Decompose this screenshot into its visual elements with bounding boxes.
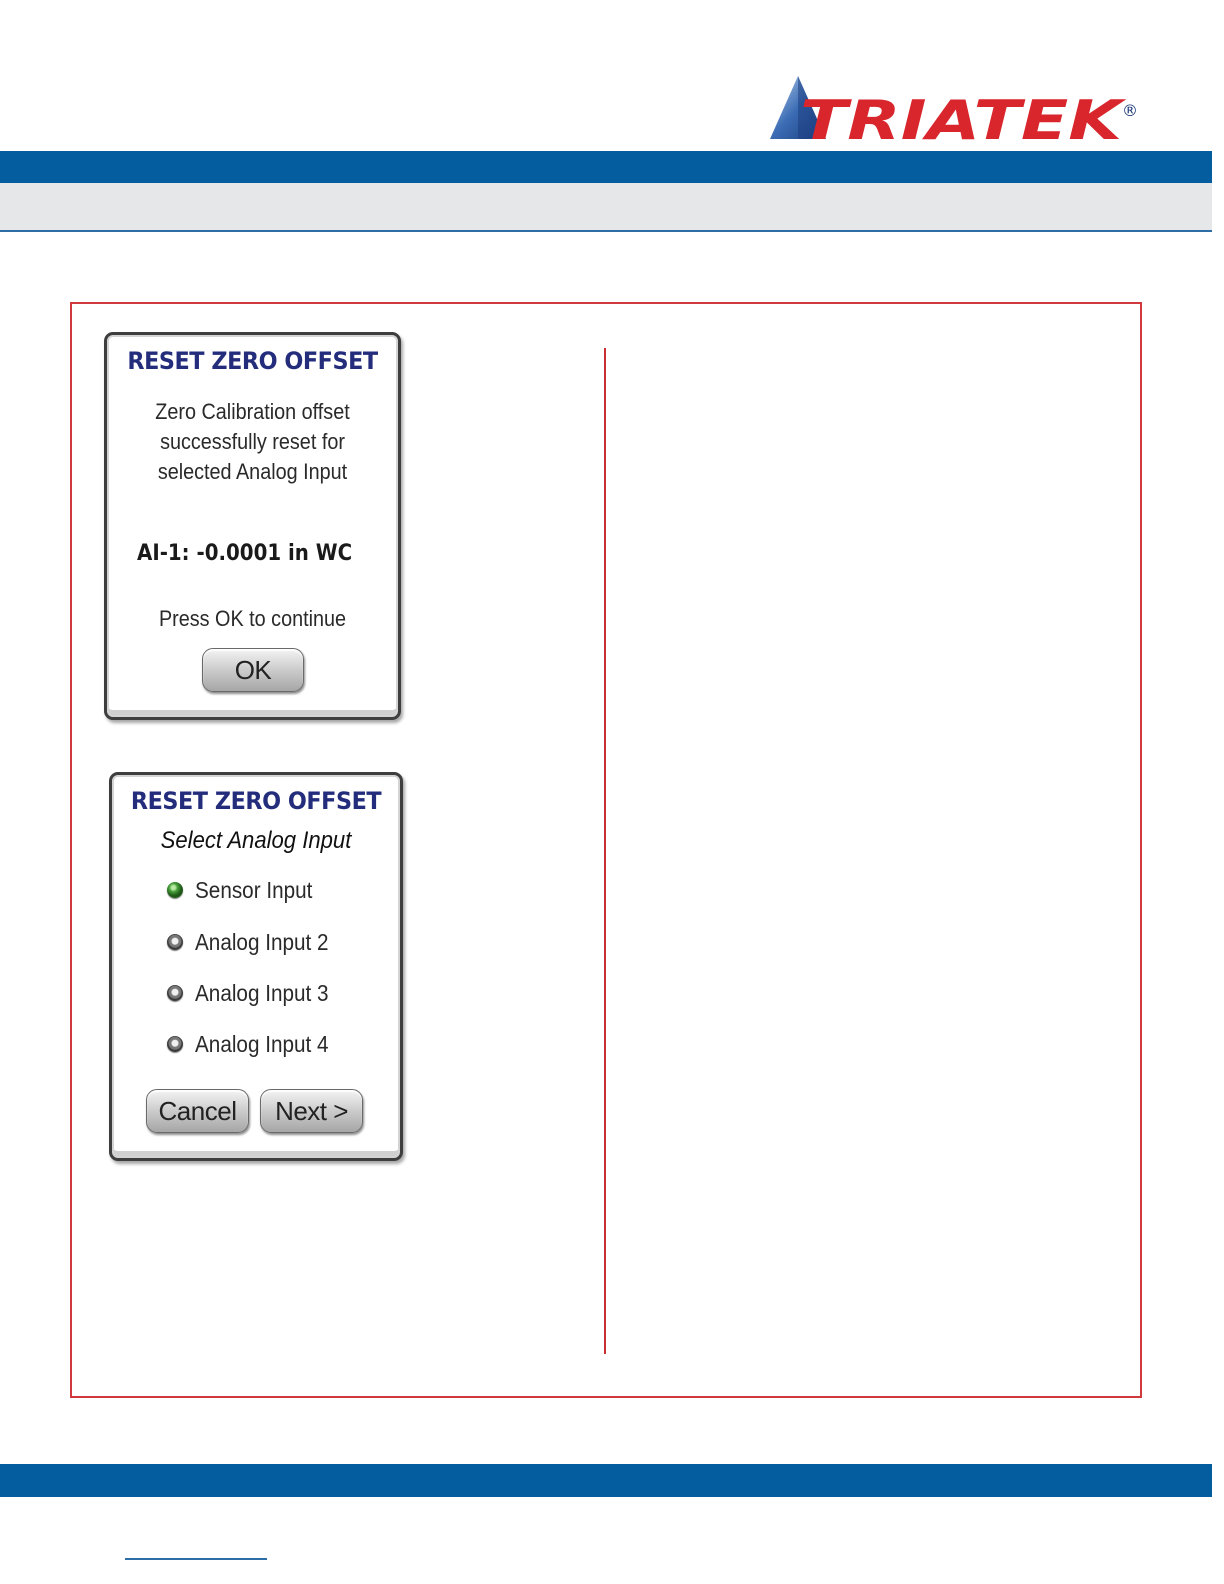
option-label: Sensor Input (195, 876, 313, 903)
option-label: Analog Input 2 (195, 928, 329, 955)
radio-unselected-icon[interactable] (167, 985, 183, 1001)
next-button[interactable]: Next > (260, 1089, 363, 1133)
radio-unselected-icon[interactable] (167, 1036, 183, 1052)
option-label: Analog Input 4 (195, 1030, 329, 1057)
registered-mark: ® (1122, 101, 1138, 120)
continue-prompt: Press OK to continue (158, 606, 347, 631)
footer-rule (125, 1558, 267, 1560)
message-line-3: selected Analog Input (157, 459, 348, 484)
message-line-2: successfully reset for (160, 429, 345, 454)
message-line-1: Zero Calibration offset (155, 399, 350, 424)
option-label: Analog Input 3 (195, 979, 329, 1006)
select-input-dialog (109, 772, 403, 1161)
option-analog-input-4[interactable] (167, 1029, 343, 1059)
dialog-subtitle: Select Analog Input (160, 827, 352, 854)
dialog-title: RESET ZERO OFFSET (127, 347, 378, 375)
column-divider (604, 348, 606, 1354)
header-title-bar (0, 183, 1212, 230)
radio-unselected-icon[interactable] (167, 934, 183, 950)
offset-reading: AI-1: -0.0001 in WC (137, 541, 353, 566)
option-sensor-input[interactable] (167, 875, 325, 905)
ok-button[interactable]: OK (202, 648, 304, 692)
cancel-button[interactable]: Cancel (146, 1089, 249, 1133)
reset-complete-dialog (104, 332, 401, 720)
header-band (0, 151, 1212, 183)
option-analog-input-3[interactable] (167, 978, 343, 1008)
footer-band (0, 1464, 1212, 1497)
triatek-logo (770, 72, 1145, 144)
option-analog-input-2[interactable] (167, 927, 343, 957)
header-rule (0, 230, 1212, 232)
logo-wordmark: TRIATEK (800, 89, 1128, 144)
dialog-title: RESET ZERO OFFSET (130, 787, 382, 815)
radio-selected-icon[interactable] (167, 882, 183, 898)
